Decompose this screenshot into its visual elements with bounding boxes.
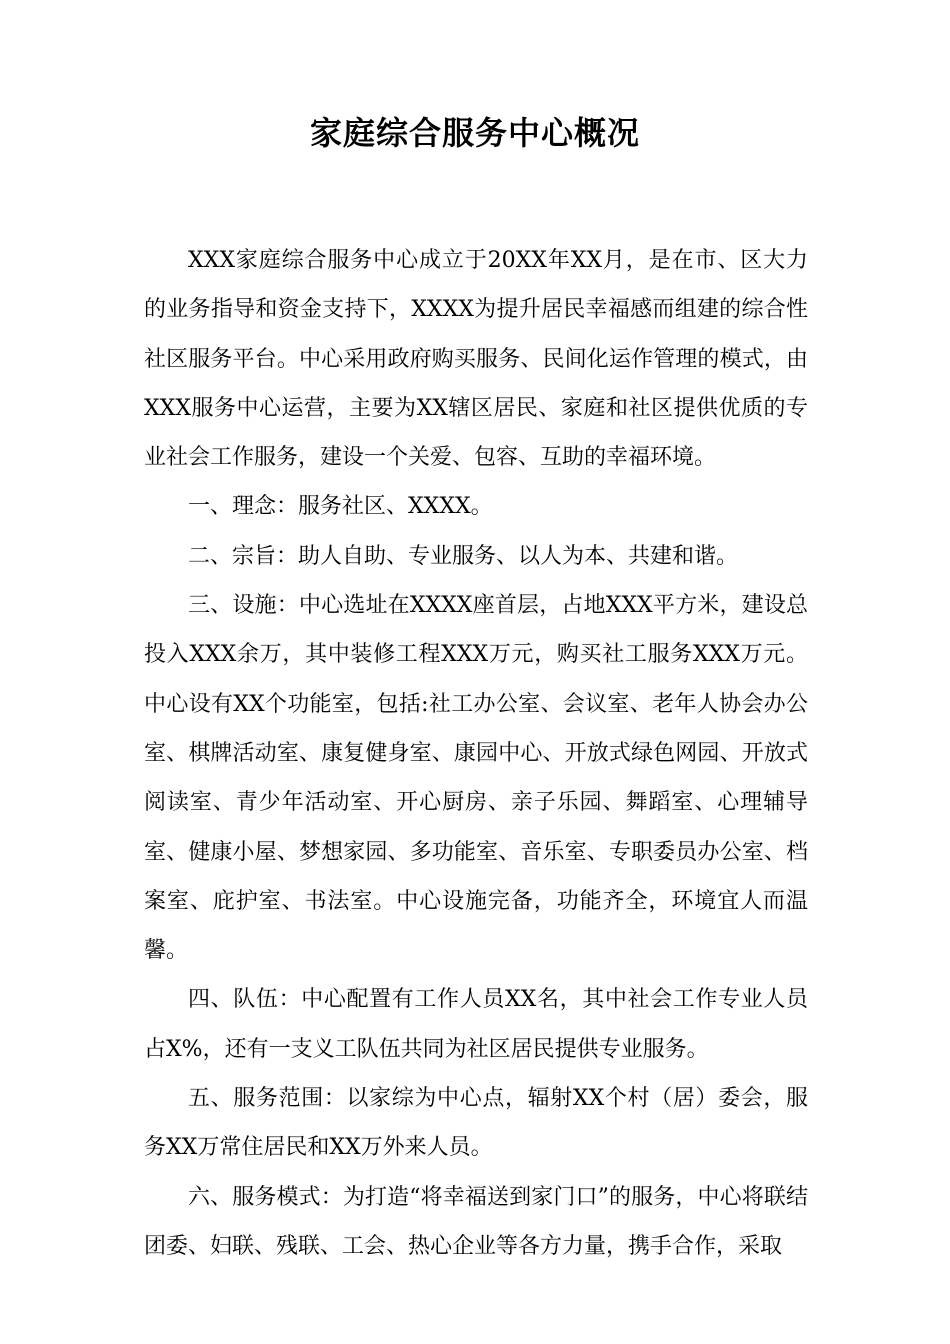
document-body (144, 236, 808, 1271)
paragraph-intro: XXX家庭综合服务中心成立于20XX年XX月，是在市、区大力的业务指导和资金支持下，XXXX为提升居民幸福感而组建的综合性社区服务平台。中心采用政府购买服务、民间化运作管理的模式，由XXX服务中心运营，主要为XX辖区居民、家庭和社区提供优质的专业社会工作服务，建设一个关爱、包容、互助的幸福环境。 (144, 248, 809, 471)
paragraph-facilities: 三、设施：中心选址在XXXX座首层，占地XXX平方米，建设总投入XXX余万，其中装修工程XXX万元，购买社工服务XXX万元。中心设有XX个功能室，包括:社工办公室、会议室、老年人协会办公室、棋牌活动室、康复健身室、康园中心、开放式绿色网园、开放式阅读室、青少年活动室、开心厨房、亲子乐园、舞蹈室、心理辅导室、健康小屋、梦想家园、多功能室、音乐室、专职委员办公室、档案室、庇护室、书法室。中心设施完备，功能齐全，环境宜人而温馨。 (144, 593, 808, 964)
paragraph-service-scope: 五、服务范围：以家综为中心点，辐射XX个村（居）委会，服务XX万常住居民和XX万外来人员。 (144, 1086, 808, 1161)
paragraph-service-model: 六、服务模式：为打造“将幸福送到家门口”的服务，中心将联结团委、妇联、残联、工会、热心企业等各方力量，携手合作，采取 (144, 1184, 808, 1259)
paragraph-purpose: 二、宗旨：助人自助、专业服务、以人为本、共建和谐。 (188, 543, 739, 569)
document-title: 家庭综合服务中心概况 (309, 114, 640, 152)
paragraph-team: 四、队伍：中心配置有工作人员XX名，其中社会工作专业人员占X%，还有一支义工队伍共同为社区居民提供专业服务。 (144, 987, 808, 1062)
paragraph-concept: 一、理念：服务社区、XXXX。 (188, 494, 493, 520)
